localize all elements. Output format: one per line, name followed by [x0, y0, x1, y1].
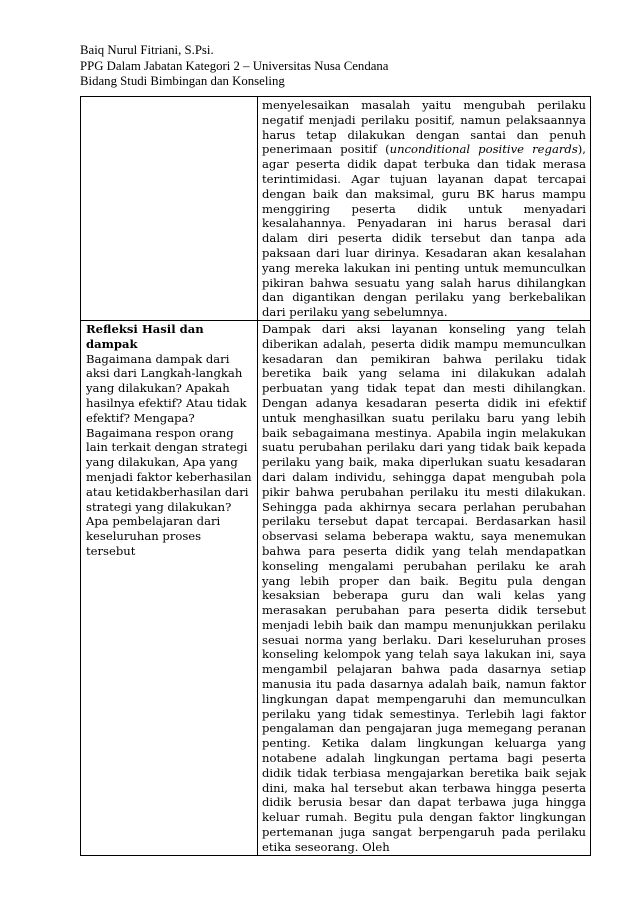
row2-question: Bagaimana dampak dari aksi dari Langkah-langkah yang dilakukan? Apakah hasilnya efektif? Atau tidak efektif? Mengapa? Bagaimana respon orang lain terkait dengan strategi yang dilakukan, Apa yang menjadi faktor keberhasilan atau ketidakberhasilan dari strategi yang dilakukan? Apa pembelajaran dari keseluruhan proses tersebut — [86, 351, 252, 558]
row1-text-part-b: ), agar peserta didik dapat terbuka dan tidak merasa terintimidasi. Agar tujuan layanan dapat tercapai dengan baik dan maksimal, guru BK harus mampu menggiring peserta didik untuk menyadari kesalahannya. Penyadaran ini harus berasal dari dalam diri peserta didik tersebut dan tanpa ada paksaan dari luar dirinya. Kesadaran akan kesalahan yang mereka lakukan ini penting untuk memunculkan pikiran bahwa sesuatu yang salah harus dihilangkan dan digantikan dengan perilaku yang berkebalikan dari perilaku yang sebelumnya. — [262, 142, 586, 320]
program-name: PPG Dalam Jabatan Kategori 2 – Universitas Nusa Cendana — [80, 58, 389, 73]
row1-right-cell — [258, 97, 591, 321]
author-name: Baiq Nurul Fitriani, S.Psi. — [80, 43, 214, 57]
table-row — [81, 97, 591, 321]
row2-right-cell — [258, 320, 591, 855]
field-of-study: Bidang Studi Bimbingan dan Konseling — [80, 74, 285, 88]
row1-left-cell — [81, 97, 258, 321]
row1-italic-term: unconditional positive regards — [389, 142, 578, 157]
row2-heading: Refleksi Hasil dan dampak — [86, 321, 204, 351]
row2-paragraph: Dampak dari aksi layanan konseling yang telah diberikan adalah, peserta didik mampu memunculkan kesadaran dan pemikiran bahwa perilaku tidak beretika baik yang selama ini dilakukan adalah perbuatan yang tidak tepat dan mesti dihilangkan. Dengan adanya kesadaran peserta didik ini efektif untuk menghasilkan suatu perilaku baru yang lebih baik sebagaimana mestinya. Apabila ingin melakukan suatu perubahan perilaku dari yang tidak baik kepada perilaku yang baik, maka diperlukan suatu kesadaran dari dalam individu, sehingga dapat mengubah pola pikir bahwa perubahan perilaku itu mesti dilakukan. Sehingga pada akhirnya secara perlahan perubahan perilaku tersebut dapat tercapai. Berdasarkan hasil observasi selama beberapa waktu, saya menemukan bahwa para peserta didik yang telah mendapatkan konseling mengalami perubahan perilaku ke arah yang lebih proper dan baik. Begitu pula dengan kesaksian beberapa guru dan wali kelas yang merasakan perubahan para peserta didik tersebut menjadi lebih baik dan mampu menunjukkan perilaku sesuai norma yang berlaku. Dari keseluruhan proses konseling kelompok yang telah saya lakukan ini, saya mengambil pelajaran bahwa pada dasarnya setiap manusia itu pada dasarnya adalah baik, namun faktor lingkungan dapat mempengaruhi dan memunculkan perilaku yang tidak semestinya. Terlebih lagi faktor pengalaman dan pengajaran juga memegang peranan penting. Ketika dalam lingkungan keluarga yang notabene adalah lingkungan pertama bagi peserta didik tidak terbiasa mengajarkan beretika baik sejak dini, maka hal tersebut akan terbawa hingga peserta didik berusia besar dan dapat terbawa juga hingga keluar rumah. Begitu pula dengan faktor lingkungan pertemanan juga sangat berpengaruh pada perilaku etika seseorang. Oleh — [262, 321, 586, 854]
reflection-table — [80, 96, 591, 856]
row1-text-part-a: menyelesaikan masalah yaitu mengubah perilaku negatif menjadi perilaku positif, namun pelaksaannya harus tetap dilakukan dengan santai dan penuh penerimaan positif ( — [262, 98, 586, 157]
table-row — [81, 320, 591, 855]
row1-paragraph — [262, 98, 586, 320]
row2-left-cell — [81, 320, 258, 855]
page-header — [80, 43, 388, 90]
